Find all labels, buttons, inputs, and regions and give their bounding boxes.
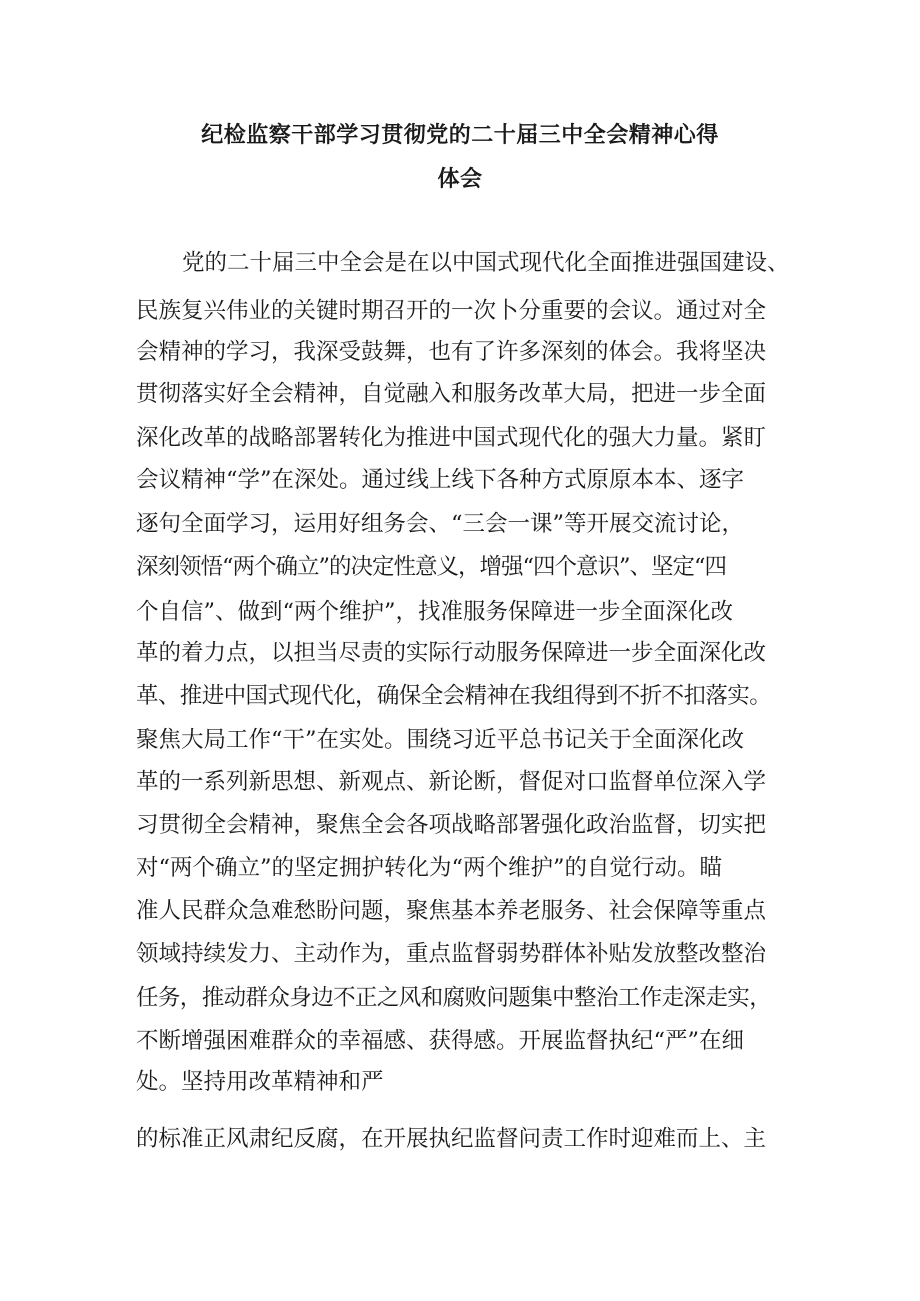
body-line: 革、推进中国式现代化，确保全会精神在我组得到不折不扣落实。	[136, 683, 772, 709]
body-line: 贯彻落实好全会精神，自觉融入和服务改革大局，把进一步全面	[136, 381, 767, 407]
body-line: 习贯彻全会精神，聚焦全会各项战略部署强化政治监督，切实把	[136, 812, 767, 838]
body-line: 深化改革的战略部署转化为推进中国式现代化的强大力量。紧盯	[136, 425, 767, 451]
body-line: 民族复兴伟业的关键时期召开的一次卜分重要的会议。通过对全	[136, 298, 767, 324]
body-line: 不断增强困难群众的幸福感、获得感。开展监督执纪“严”在细	[136, 1028, 745, 1054]
body-line: 革的着力点，以担当尽责的实际行动服务保障进一步全面深化改	[136, 640, 767, 666]
body-line: 任务，推动群众身边不正之风和腐败问题集中整治工作走深走实，	[136, 985, 772, 1011]
document-title-line-2: 体会	[437, 167, 483, 192]
body-line: 逐句全面学习，运用好组务会、“三会一课”等开展交流讨论，	[136, 511, 745, 537]
body-line: 个自信”、做到“两个维护”，找准服务保障进一步全面深化改	[136, 599, 734, 625]
body-line: 的标准正风肃纪反腐，在开展执纪监督问责工作时迎难而上、主	[136, 1126, 767, 1152]
body-line: 对“两个确立”的坚定拥护转化为“两个维护”的自觉行动。瞄	[136, 855, 723, 881]
body-line: 深刻领悟“两个确立”的决定性意义，增强“四个意识”、坚定“四	[136, 554, 727, 580]
body-line: 领域持续发力、主动作为，重点监督弱势群体补贴发放整改整治	[136, 941, 767, 967]
body-line: 聚焦大局工作“干”在实处。围绕习近平总书记关于全面深化改	[136, 727, 745, 753]
body-line: 准人民群众急难愁盼问题，聚焦基本养老服务、社会保障等重点	[136, 898, 767, 924]
body-line: 革的一系列新思想、新观点、新论断，督促对口监督单位深入学	[136, 769, 767, 795]
body-line: 党的二十届三中全会是在以中国式现代化全面推进强国建设、	[182, 250, 790, 276]
body-line: 会议精神“学”在深处。通过线上线下各种方式原原本本、逐字	[136, 467, 745, 493]
body-line: 处。坚持用改革精神和严	[136, 1069, 384, 1095]
body-line: 会精神的学习，我深受鼓舞，也有了许多深刻的体会。我将坚决	[136, 339, 767, 365]
document-title-line-1: 纪检监察干部学习贯彻党的二十届三中全会精神心得	[201, 123, 719, 148]
